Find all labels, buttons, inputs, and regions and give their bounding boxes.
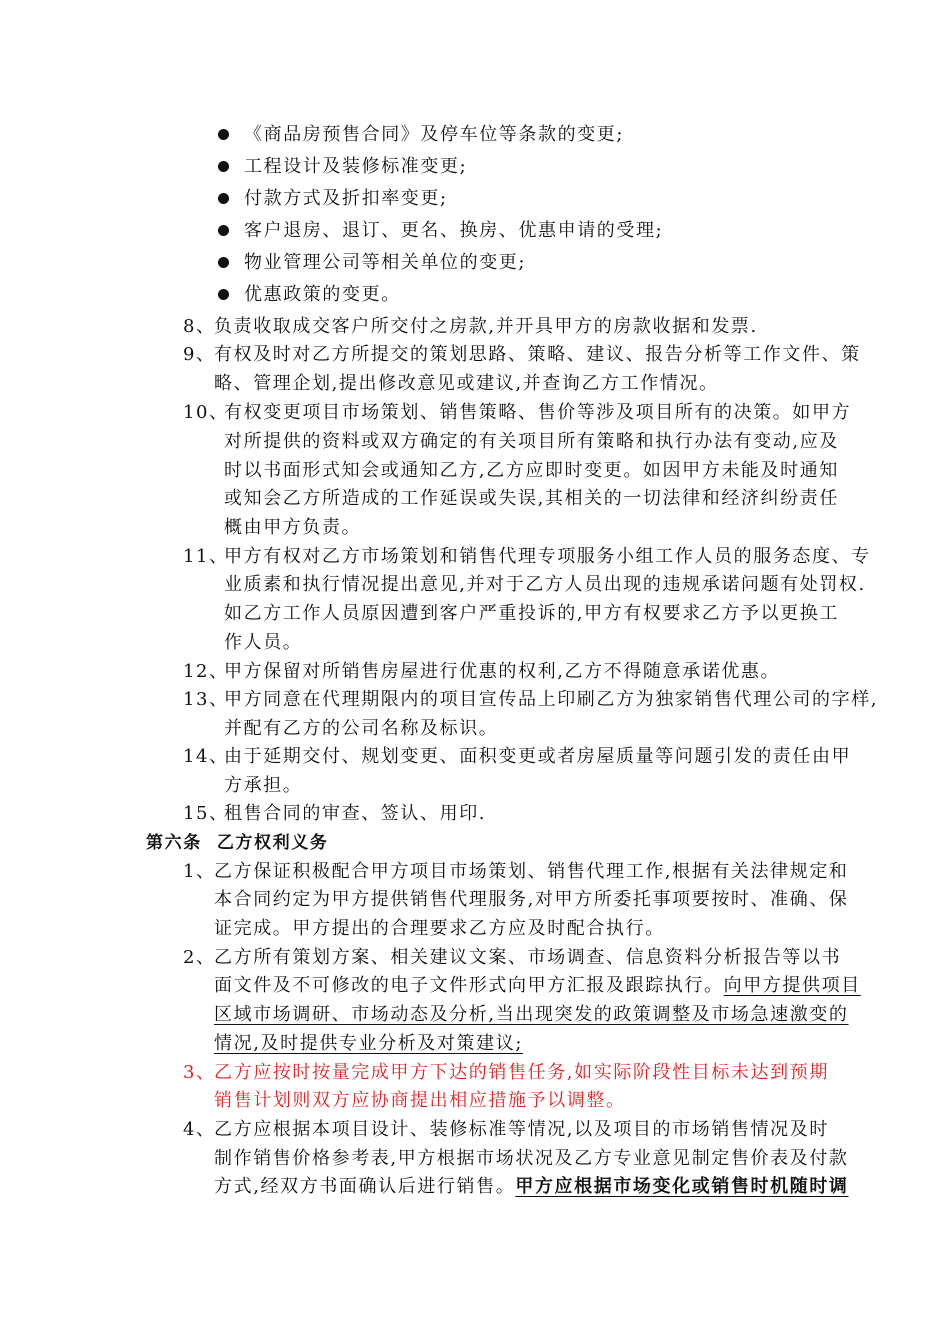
- underlined-text: 区域市场调研、市场动态及分析,当出现突发的政策调整及市场急速激变的: [214, 1004, 849, 1025]
- item-text: 对所提供的资料或双方确定的有关项目所有策略和执行办法有变动,应及: [224, 431, 839, 452]
- item-text: 乙方应根据本项目设计、装修标准等情况,以及项目的市场销售情况及时: [214, 1119, 829, 1140]
- item-number: 15、: [183, 803, 229, 824]
- item-number: 8、: [183, 316, 216, 337]
- item-number: 2、: [183, 947, 216, 968]
- item-text: 略、管理企划,提出修改意见或建议,并查询乙方工作情况。: [214, 373, 719, 394]
- item-text: [214, 1175, 849, 1199]
- item-number: 12、: [183, 661, 229, 682]
- bullet-item: 工程设计及装修标准变更;: [244, 156, 468, 177]
- item-text-plain: 方式,经双方书面确认后进行销售。: [214, 1176, 516, 1197]
- bullet-dot-icon: [218, 257, 229, 268]
- underlined-text: 情况,及时提供专业分析及对策建议;: [214, 1033, 523, 1054]
- highlighted-text: 乙方应按时按量完成甲方下达的销售任务,如实际阶段性目标未达到预期: [214, 1062, 829, 1083]
- item-number: 1、: [183, 861, 216, 882]
- item-text: 甲方保留对所销售房屋进行优惠的权利,乙方不得随意承诺优惠。: [224, 661, 781, 682]
- item-number: 4、: [183, 1119, 216, 1140]
- item-text: 乙方所有策划方案、相关建议文案、市场调查、信息资料分析报告等以书: [214, 947, 842, 968]
- item-text: 由于延期交付、规划变更、面积变更或者房屋质量等问题引发的责任由甲: [224, 746, 852, 767]
- underlined-bold-text: 甲方应根据市场变化或销售时机随时调: [515, 1176, 849, 1197]
- item-text: [214, 974, 861, 998]
- item-number: 9、: [183, 344, 216, 365]
- item-text: 负责收取成交客户所交付之房款,并开具甲方的房款收据和发票.: [214, 316, 758, 337]
- item-number: 3、: [183, 1062, 216, 1083]
- section-heading: 第六条 乙方权利义务: [146, 833, 329, 853]
- item-number: 14、: [183, 746, 229, 767]
- bullet-dot-icon: [218, 225, 229, 236]
- bullet-item: 客户退房、退订、更名、换房、优惠申请的受理;: [244, 220, 664, 241]
- bullet-item: 物业管理公司等相关单位的变更;: [244, 252, 527, 273]
- bullet-item: 付款方式及折扣率变更;: [244, 188, 448, 209]
- bullet-dot-icon: [218, 129, 229, 140]
- item-number: 10、: [183, 402, 229, 423]
- item-text: 如乙方工作人员原因遭到客户严重投诉的,甲方有权要求乙方予以更换工: [224, 603, 839, 624]
- item-text: 制作销售价格参考表,甲方根据市场状况及乙方专业意见制定售价表及付款: [214, 1148, 849, 1169]
- item-number: 11、: [183, 546, 229, 567]
- item-text: 乙方保证积极配合甲方项目市场策划、销售代理工作,根据有关法律规定和: [214, 861, 849, 882]
- bullet-dot-icon: [218, 289, 229, 300]
- bullet-dot-icon: [218, 161, 229, 172]
- item-text: 有权及时对乙方所提交的策划思路、策略、建议、报告分析等工作文件、策: [214, 344, 861, 365]
- item-text: 作人员。: [224, 632, 303, 653]
- item-text: 有权变更项目市场策划、销售策略、售价等涉及项目所有的决策。如甲方: [224, 402, 852, 423]
- item-text: 或知会乙方所造成的工作延误或失误,其相关的一切法律和经济纠纷责任: [224, 488, 839, 509]
- item-text: 方承担。: [224, 775, 303, 796]
- item-text: 租售合同的审查、签认、用印.: [224, 803, 487, 824]
- item-number: 13、: [183, 689, 229, 710]
- underlined-text: 向甲方提供项目: [723, 975, 861, 996]
- item-text: 时以书面形式知会或通知乙方,乙方应即时变更。如因甲方未能及时通知: [224, 460, 839, 481]
- item-text: 甲方同意在代理期限内的项目宣传品上印刷乙方为独家销售代理公司的字样,: [224, 689, 879, 710]
- item-text: 本合同约定为甲方提供销售代理服务,对甲方所委托事项要按时、准确、保: [214, 889, 849, 910]
- item-text: 并配有乙方的公司名称及标识。: [224, 718, 499, 739]
- bullet-dot-icon: [218, 193, 229, 204]
- item-text-plain: 面文件及不可修改的电子文件形式向甲方汇报及跟踪执行。: [214, 975, 724, 996]
- item-text: 业质素和执行情况提出意见,并对于乙方人员出现的违规承诺问题有处罚权.: [224, 574, 866, 595]
- bullet-item: 优惠政策的变更。: [244, 284, 401, 305]
- item-text: 概由甲方负责。: [224, 517, 362, 538]
- bullet-item: 《商品房预售合同》及停车位等条款的变更;: [244, 124, 625, 145]
- item-text: 证完成。甲方提出的合理要求乙方应及时配合执行。: [214, 918, 665, 939]
- item-text: 甲方有权对乙方市场策划和销售代理专项服务小组工作人员的服务态度、专: [224, 546, 871, 567]
- highlighted-text: 销售计划则双方应协商提出相应措施予以调整。: [214, 1090, 626, 1111]
